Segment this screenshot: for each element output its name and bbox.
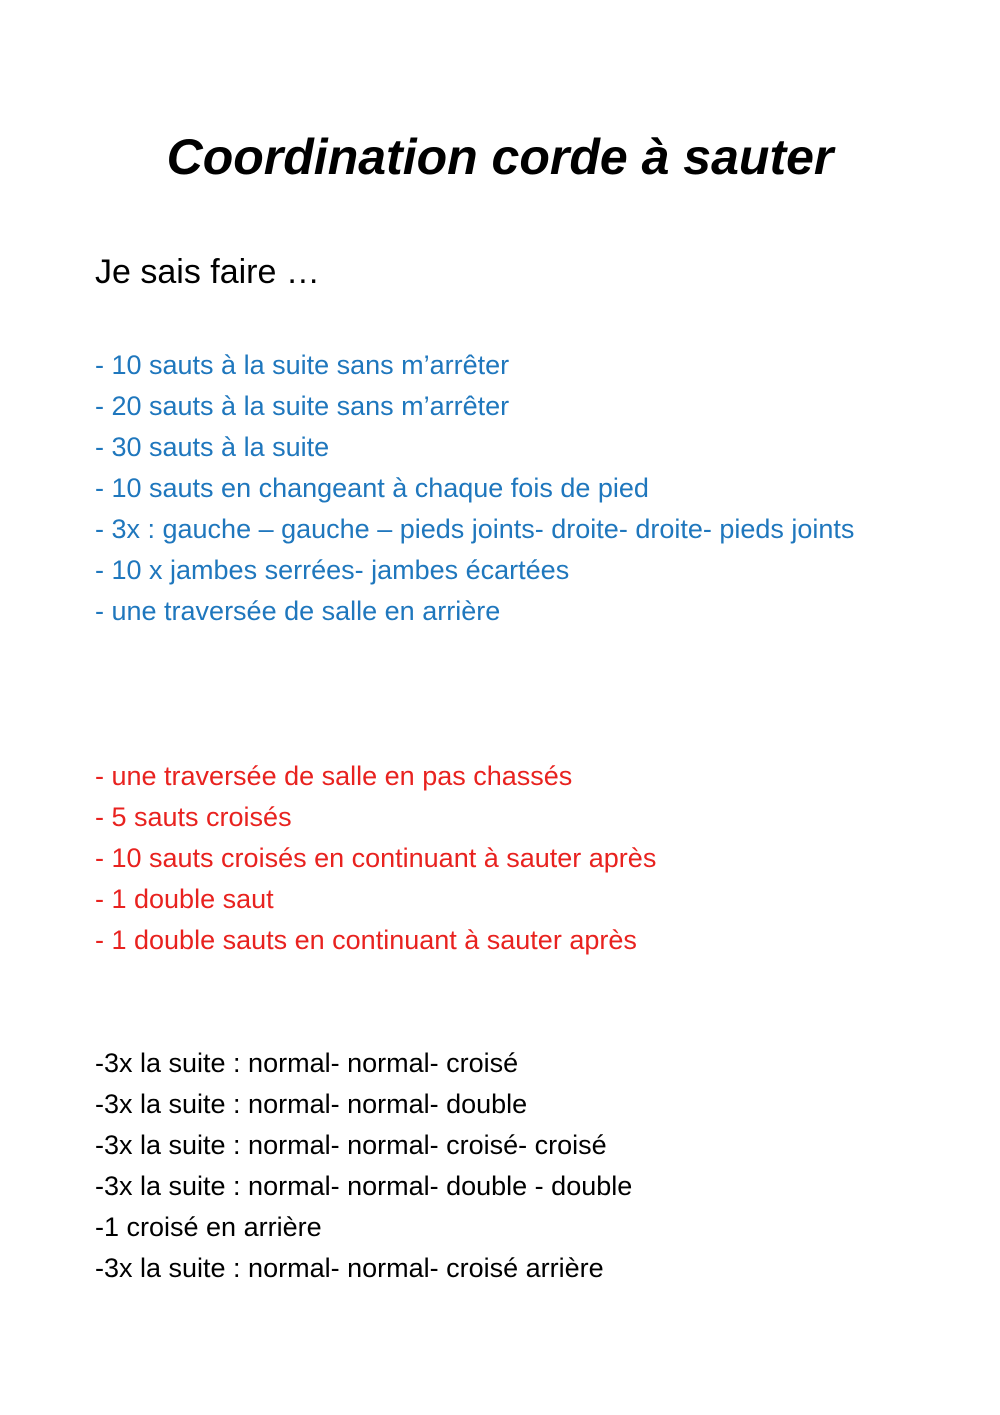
page-subtitle: Je sais faire …: [95, 253, 320, 291]
list-item: - 3x : gauche – gauche – pieds joints- droite- droite- pieds joints: [95, 514, 855, 544]
list-item: -1 croisé en arrière: [95, 1212, 322, 1242]
list-item: -3x la suite : normal- normal- double: [95, 1089, 528, 1119]
list-item: - une traversée de salle en pas chassés: [95, 761, 573, 791]
list-item: - 20 sauts à la suite sans m’arrêter: [95, 391, 510, 421]
list-item: - 10 sauts à la suite sans m’arrêter: [95, 350, 510, 380]
list-item: -3x la suite : normal- normal- double - double: [95, 1171, 633, 1201]
list-item: - 1 double saut: [95, 884, 274, 914]
list-item: - 10 sauts croisés en continuant à sauter après: [95, 843, 657, 873]
black-skill-list: [95, 1043, 895, 1289]
red-skill-list: [95, 756, 895, 961]
list-item: - une traversée de salle en arrière: [95, 596, 501, 626]
list-item: -3x la suite : normal- normal- croisé arrière: [95, 1253, 604, 1283]
list-item: - 30 sauts à la suite: [95, 432, 330, 462]
list-item: -3x la suite : normal- normal- croisé: [95, 1048, 519, 1078]
list-item: - 10 sauts en changeant à chaque fois de pied: [95, 473, 649, 503]
list-item: -3x la suite : normal- normal- croisé- croisé: [95, 1130, 607, 1160]
list-item: - 5 sauts croisés: [95, 802, 292, 832]
list-item: - 10 x jambes serrées- jambes écartées: [95, 555, 570, 585]
list-item: - 1 double sauts en continuant à sauter après: [95, 925, 637, 955]
blue-skill-list: [95, 345, 895, 632]
page-title: Coordination corde à sauter: [166, 129, 834, 185]
